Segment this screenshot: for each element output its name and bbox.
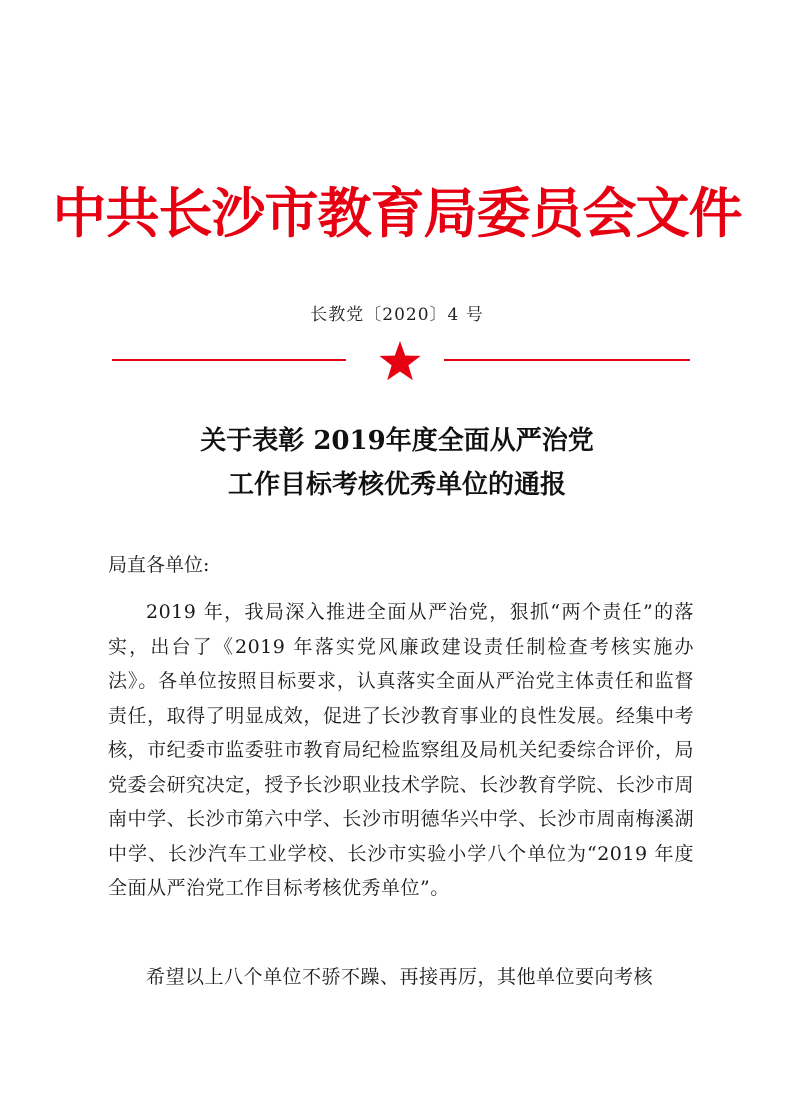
salutation: 局直各单位: bbox=[108, 554, 210, 576]
separator-line-right bbox=[444, 359, 690, 361]
star-icon bbox=[378, 340, 422, 382]
body-paragraph-1: 2019 年，我局深入推进全面从严治党，狠抓“两个责任”的落实，出台了《2019 年落实党风廉政建设责任制检查考核实施办法》。各单位按照目标要求，认真落实全面从严治党主体责任和监督责任，取得了明显成效，促进了长沙教育事业的良性发展。经集中考核，市纪委市监委驻市教育局纪检监察组及局机关纪委综合评价，局党委会研究决定，授予长沙职业技术学院、长沙教育学院、长沙市周南中学、长沙市第六中学、长沙市明德华兴中学、长沙市周南梅溪湖中学、长沙汽车工业学校、长沙市实验小学八个单位为“2019 年度全面从严治党工作目标考核优秀单位”。 bbox=[108, 601, 694, 899]
document-number: 长教党〔2020〕4 号 bbox=[310, 305, 484, 325]
body-paragraph-2: 希望以上八个单位不骄不躁、再接再厉，其他单位要向考核 bbox=[146, 966, 654, 988]
masthead-title: 中共长沙市教育局委员会文件 bbox=[52, 181, 742, 245]
separator-line-left bbox=[112, 359, 346, 361]
document-title-line-2: 工作目标考核优秀单位的通报 bbox=[227, 470, 566, 500]
document-title-line-1: 关于表彰 2019年度全面从严治党 bbox=[200, 426, 594, 456]
